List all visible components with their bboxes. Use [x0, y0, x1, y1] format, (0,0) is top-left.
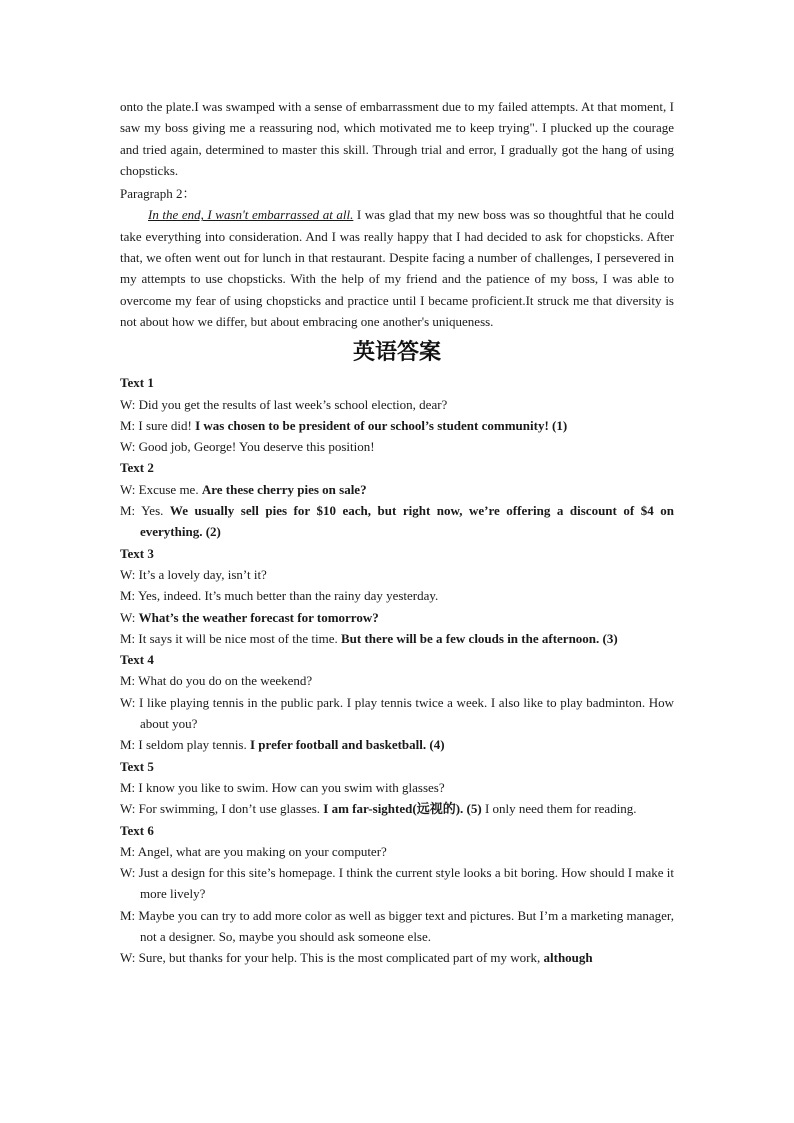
- dialogue-text: M: Yes.: [120, 503, 170, 519]
- transcript-list: [120, 372, 674, 968]
- dialogue-text: M: It says it will be nice most of the time.: [120, 630, 341, 646]
- dialogue-text: W: Sure, but thanks for your help. This is the most complicated part of my work,: [120, 950, 544, 966]
- dialogue-line: [120, 500, 674, 543]
- dialogue-line: [120, 564, 674, 585]
- answer-highlight: What’s the weather forecast for tomorrow?: [138, 609, 379, 625]
- answer-highlight: But there will be a few clouds in the afternoon. (3): [340, 630, 618, 646]
- dialogue-line: [120, 692, 674, 735]
- dialogue-text: W: For swimming, I don’t use glasses.: [120, 801, 324, 817]
- dialogue-text: M: Yes, indeed. It’s much better than the rainy day yesterday.: [120, 588, 439, 604]
- dialogue-text: W: Excuse me.: [120, 481, 202, 497]
- answer-highlight: I prefer football and basketball. (4): [250, 737, 445, 753]
- document-page: [120, 96, 674, 969]
- dialogue-text: M: Angel, what are you making on your computer?: [120, 843, 387, 859]
- dialogue-line: [120, 628, 674, 649]
- dialogue-text: M: I sure did!: [120, 417, 196, 433]
- text-section-label: Text 3: [120, 545, 154, 561]
- paragraph-2-label: Paragraph 2：: [120, 186, 196, 202]
- dialogue-text: W:: [120, 609, 139, 625]
- dialogue-text: M: What do you do on the weekend?: [120, 673, 313, 689]
- dialogue-line: [120, 607, 674, 628]
- underlined-sentence: In the end, I wasn't embarrassed at all.: [148, 207, 354, 223]
- text-section-label: Text 6: [120, 822, 154, 838]
- dialogue-text: M: Maybe you can try to add more color as well as bigger text and pictures. But I’m a marketing manager, not a designer. So, maybe you should ask someone else.: [120, 907, 674, 944]
- dialogue-text: M: I know you like to swim. How can you swim with glasses?: [120, 779, 445, 795]
- dialogue-text: W: Did you get the results of last week’s school election, dear?: [120, 396, 448, 412]
- answers-heading: 英语答案: [352, 340, 441, 366]
- text-section-label: Text 2: [120, 460, 154, 476]
- dialogue-line: [120, 841, 674, 862]
- text-section-label: Text 4: [120, 652, 154, 668]
- text-section-label: Text 1: [120, 375, 154, 391]
- dialogue-line: [120, 479, 674, 500]
- dialogue-line: [120, 436, 674, 457]
- dialogue-line: [120, 670, 674, 691]
- dialogue-line: [120, 734, 674, 755]
- answer-highlight: Are these cherry pies on sale?: [201, 481, 367, 497]
- answer-highlight: I am far-sighted(远视的). (5): [323, 801, 482, 817]
- dialogue-line: [120, 862, 674, 905]
- paragraph-2-body: I was glad that my new boss was so thoughtful that he could take everything into consideration. And I was really happy that I had decided to ask for chopsticks. After that, we often went out for lunch in that restaurant. Despite facing a number of challenges, I persevered in my attempts to use chopsticks. With the help of my friend and the patience of my boss, I was able to overcome my fear of using chopsticks and practice until I became proficient.It struck me that diversity is not about how we differ, but about embracing one another's uniqueness.: [120, 207, 674, 329]
- answer-highlight: although: [543, 950, 593, 966]
- text-section-label: Text 5: [120, 758, 154, 774]
- dialogue-line: [120, 798, 674, 819]
- dialogue-text: W: Just a design for this site’s homepage. I think the current style looks a bit boring. How should I make it more lively?: [120, 865, 674, 902]
- dialogue-text-after: I only need them for reading.: [481, 801, 637, 817]
- answer-highlight: I was chosen to be president of our school’s student community! (1): [195, 417, 568, 433]
- dialogue-text: M: I seldom play tennis.: [120, 737, 250, 753]
- dialogue-text: W: I like playing tennis in the public park. I play tennis twice a week. I also like to play badminton. How about you?: [120, 694, 674, 732]
- essay-paragraph-2: [120, 204, 674, 332]
- dialogue-line: [120, 415, 674, 436]
- dialogue-line: [120, 947, 674, 968]
- dialogue-line: [120, 905, 674, 948]
- dialogue-text: W: It’s a lovely day, isn’t it?: [120, 566, 267, 582]
- dialogue-text: W: Good job, George! You deserve this position!: [120, 439, 375, 455]
- essay-paragraph-1: onto the plate.I was swamped with a sense of embarrassment due to my failed attempts. At that moment, I saw my boss giving me a reassuring nod, which motivated me to keep trying". I plucked up the courage and tried again, determined to master this skill. Through trial and error, I gradually got the hang of using chopsticks.: [120, 99, 674, 178]
- dialogue-line: [120, 777, 674, 798]
- dialogue-line: [120, 585, 674, 606]
- answer-highlight: We usually sell pies for $10 each, but right now, we’re offering a discount of $4 on everything. (2): [140, 503, 675, 540]
- dialogue-line: [120, 394, 674, 415]
